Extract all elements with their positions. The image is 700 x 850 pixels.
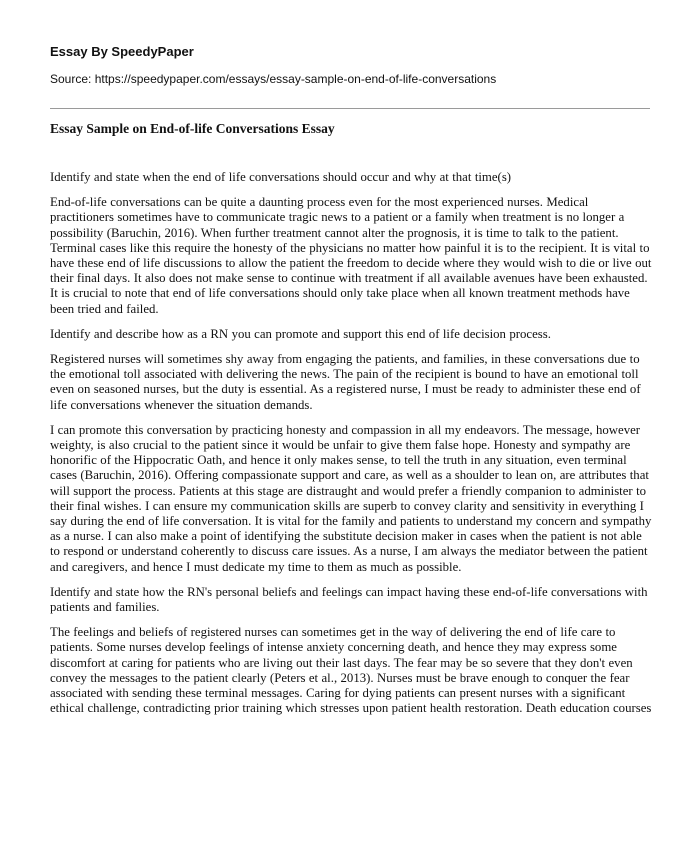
header-divider — [50, 108, 650, 109]
source-url: https://speedypaper.com/essays/essay-sample-on-end-of-life-conversations — [94, 72, 497, 86]
document-page — [50, 0, 650, 850]
essay-paragraph: I can promote this conversation by practicing honesty and compassion in all my endeavors. The message, however weighty, is also crucial to the patient since it would be unfair to give them false hope. Honesty and sympathy are honorific of the Hippocratic Oath, and hence it only makes sense, to tell the truth in any situation, even terminal cases (Baruchin, 2016). Offering compassionate support and care, as well as a shoulder to lean on, are attributes that will support the process. Patients at this stage are distraught and would prefer a friendly companion to administer to their final wishes. I can ensure my communication skills are superb to convey clarity and sensitivity in everything I say during the end of life conversation. It is vital for the family and patients to understand my concern and sympathy as a nurse. I can also make a point of identifying the substitute decision maker in cases when the patient is not able to respond or understand coherently to discuss care issues. As a nurse, I am always the mediator between the patient and caregivers, and hence I must dedicate my time to them as much as possible. — [50, 422, 652, 574]
essay-paragraph: The feelings and beliefs of registered nurses can sometimes get in the way of delivering the end of life care to patients. Some nurses develop feelings of intense anxiety concerning death, and hence they may express some discomfort at caring for patients who are living out their last days. The fear may be so severe that they don't even convey the messages to the patient clearly (Peters et al., 2013). Nurses must be brave enough to conquer the fear associated with sending these terminal messages. Caring for dying patients can present nurses with a significant ethical challenge, contradicting prior training which stresses upon patient health restoration. Death education courses — [50, 625, 652, 716]
source-line — [50, 72, 496, 87]
essay-question-2: Identify and describe how as a RN you can promote and support this end of life decision process. — [50, 326, 551, 341]
source-label: Source: — [50, 72, 95, 86]
essay-question-3: Identify and state how the RN's personal beliefs and feelings can impact having these end-of-life conversations with patients and families. — [50, 584, 648, 615]
essay-paragraph: End-of-life conversations can be quite a daunting process even for the most experienced nurses. Medical practitioners sometimes have to communicate tragic news to a patient or a family when treatment is no longer a possibility (Baruchin, 2016). When further treatment cannot alter the prognosis, it is time to talk to the patient. Terminal cases like this require the honesty of the physicians no matter how painful it is to the recipient. It is vital to have these end of life discussions to allow the patient the freedom to decide where they would wish to die or live out their final days. It also does not make sense to continue with treatment if all available avenues have been exhausted. It is crucial to note that end of life conversations should only take place when all known treatment methods have been tried and failed. — [50, 195, 652, 316]
essay-question-1: Identify and state when the end of life conversations should occur and why at that time(s) — [50, 170, 512, 184]
essay-paragraph: Registered nurses will sometimes shy away from engaging the patients, and families, in these conversations due to the emotional toll associated with delivering the news. The pain of the recipient is bound to have an emotional toll even on seasoned nurses, but the duty is essential. As a registered nurse, I must be ready to administer these end of life conversations whenever the situation demands. — [50, 352, 641, 412]
essay-title: Essay Sample on End-of-life Conversations Essay — [50, 121, 335, 136]
site-title: Essay By SpeedyPaper — [50, 44, 194, 59]
essay-body — [50, 170, 654, 727]
